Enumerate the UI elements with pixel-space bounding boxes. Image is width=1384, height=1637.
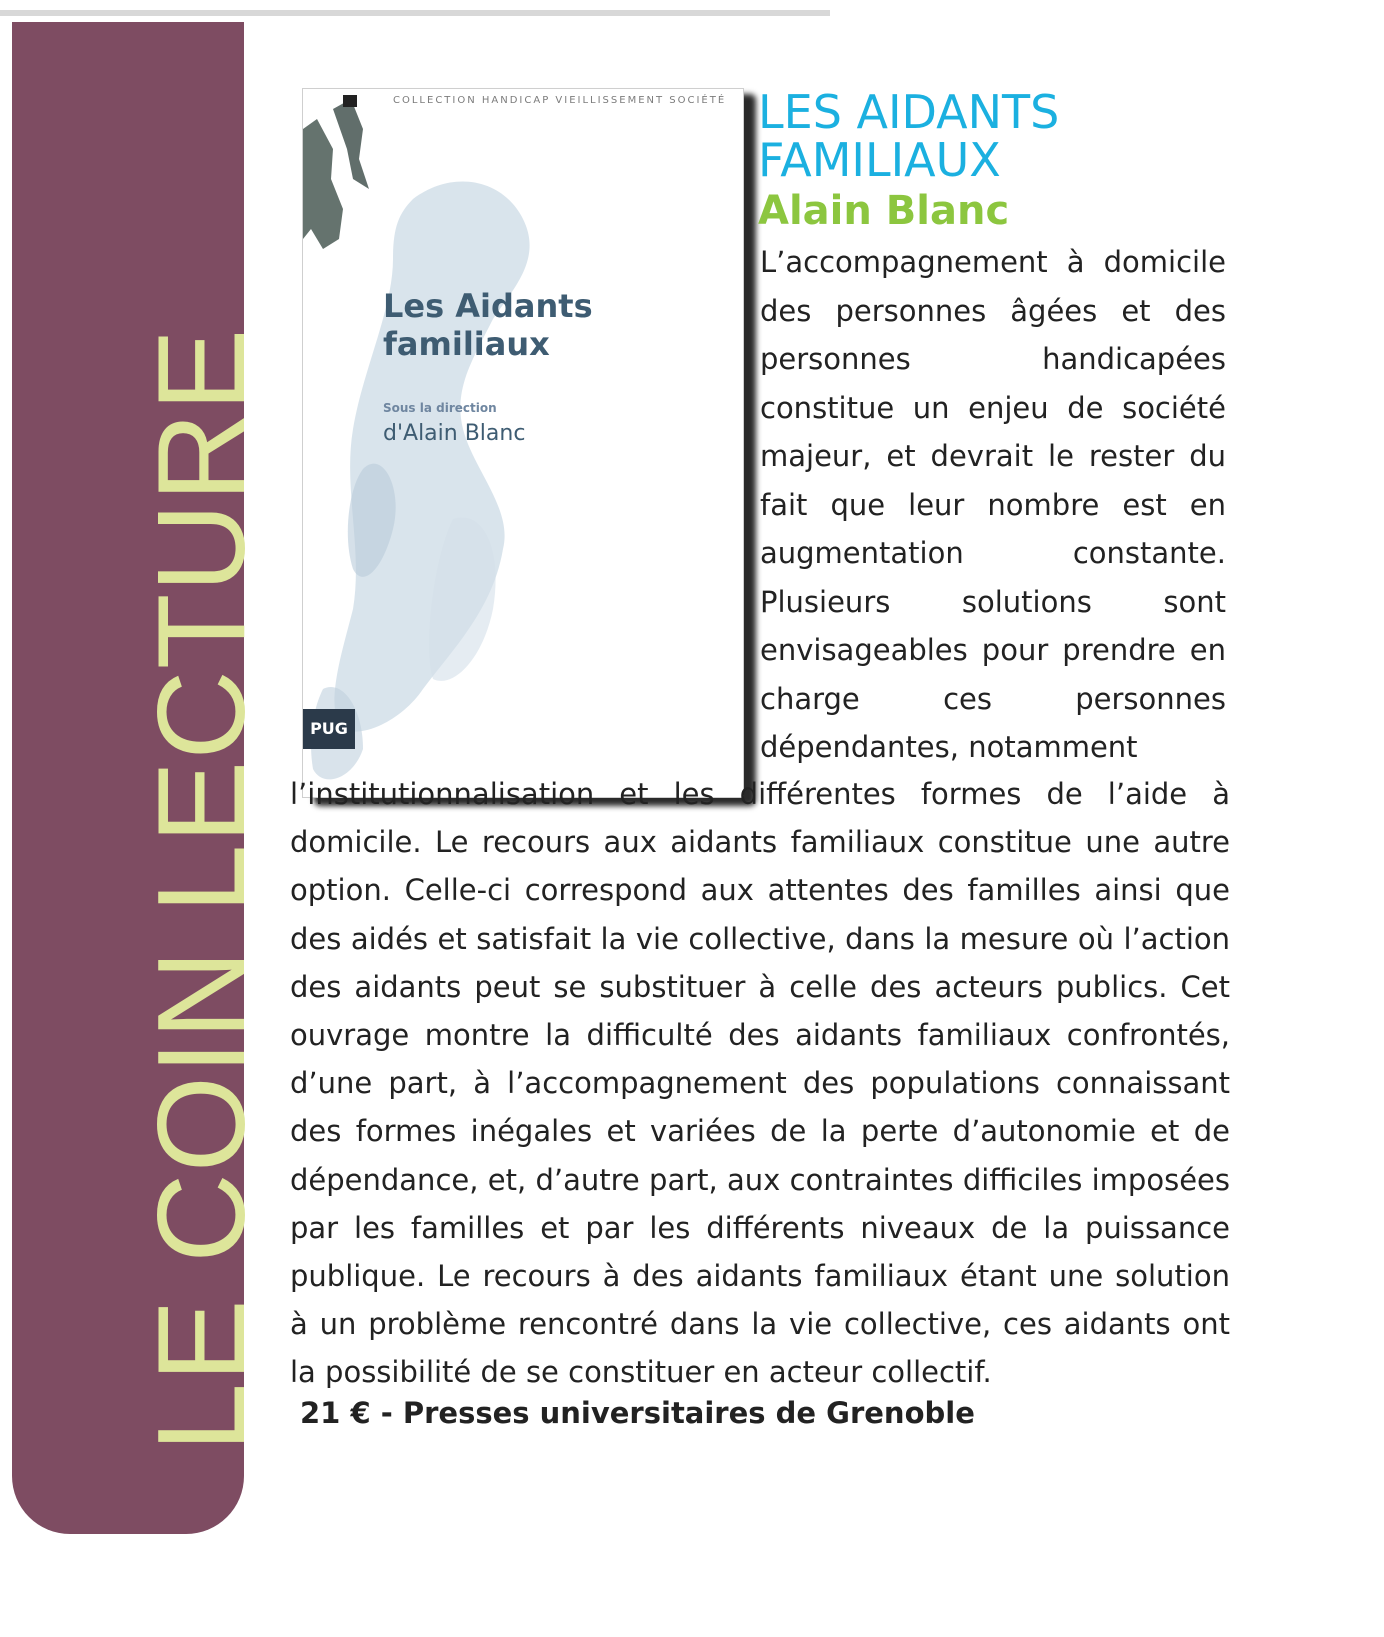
article-body-paragraph: l’institutionnalisation et les différentes formes de l’aide à domicile. Le recours aux aidants familiaux constitue une autre option. Celle-ci correspond aux attentes des familles ainsi que des aidés et satisfait la vie collective, dans la mesure où l’action des aidants peut se substituer à celle des acteurs publics. Cet ouvrage montre la difficulté des aidants familiaux confrontés, d’une part, à l’accompagnement des populations connaissant des formes inégales et variées de la perte d’autonomie et de dépendance, et, d’autre part, aux contraintes difficiles imposées par les familles et par les différents niveaux de la puissance publique. Le recours à des aidants familiaux étant une solution à un problème rencontré dans la vie collective, ces aidants ont la possibilité de se constituer en acteur collectif.	[290, 777, 1230, 1390]
top-border-strip	[0, 10, 830, 16]
article-title	[758, 85, 1060, 187]
article-title-line2: FAMILIAUX	[758, 133, 1001, 187]
article-title-line1: LES AIDANTS	[758, 85, 1060, 139]
publisher-logo: PUG	[303, 709, 355, 749]
cover-subtitle: Sous la direction	[383, 401, 497, 415]
cover-title-line2: familiaux	[383, 325, 550, 363]
cover-title	[383, 287, 593, 363]
cover-collection-label: COLLECTION HANDICAP VIEILLISSEMENT SOCIÉTÉ	[393, 95, 727, 106]
section-title: LE COIN LECTURE	[133, 327, 271, 1452]
book-cover	[302, 88, 744, 798]
cover-title-line1: Les Aidants	[383, 287, 593, 325]
price-publisher-line: 21 € - Presses universitaires de Grenoble	[300, 1396, 975, 1430]
article-lead-paragraph: L’accompagnement à domicile des personnes âgées et des personnes handicapées constitue un enjeu de société majeur, et devrait le rester du fait que leur nombre est en augmentation constante. Plusieurs solutions sont envisageables pour prendre en charge ces personnes dépendantes, notamment	[760, 245, 1226, 764]
cover-author: d'Alain Blanc	[383, 421, 526, 446]
article-author: Alain Blanc	[758, 188, 1010, 234]
sidebar-banner	[12, 22, 271, 1534]
